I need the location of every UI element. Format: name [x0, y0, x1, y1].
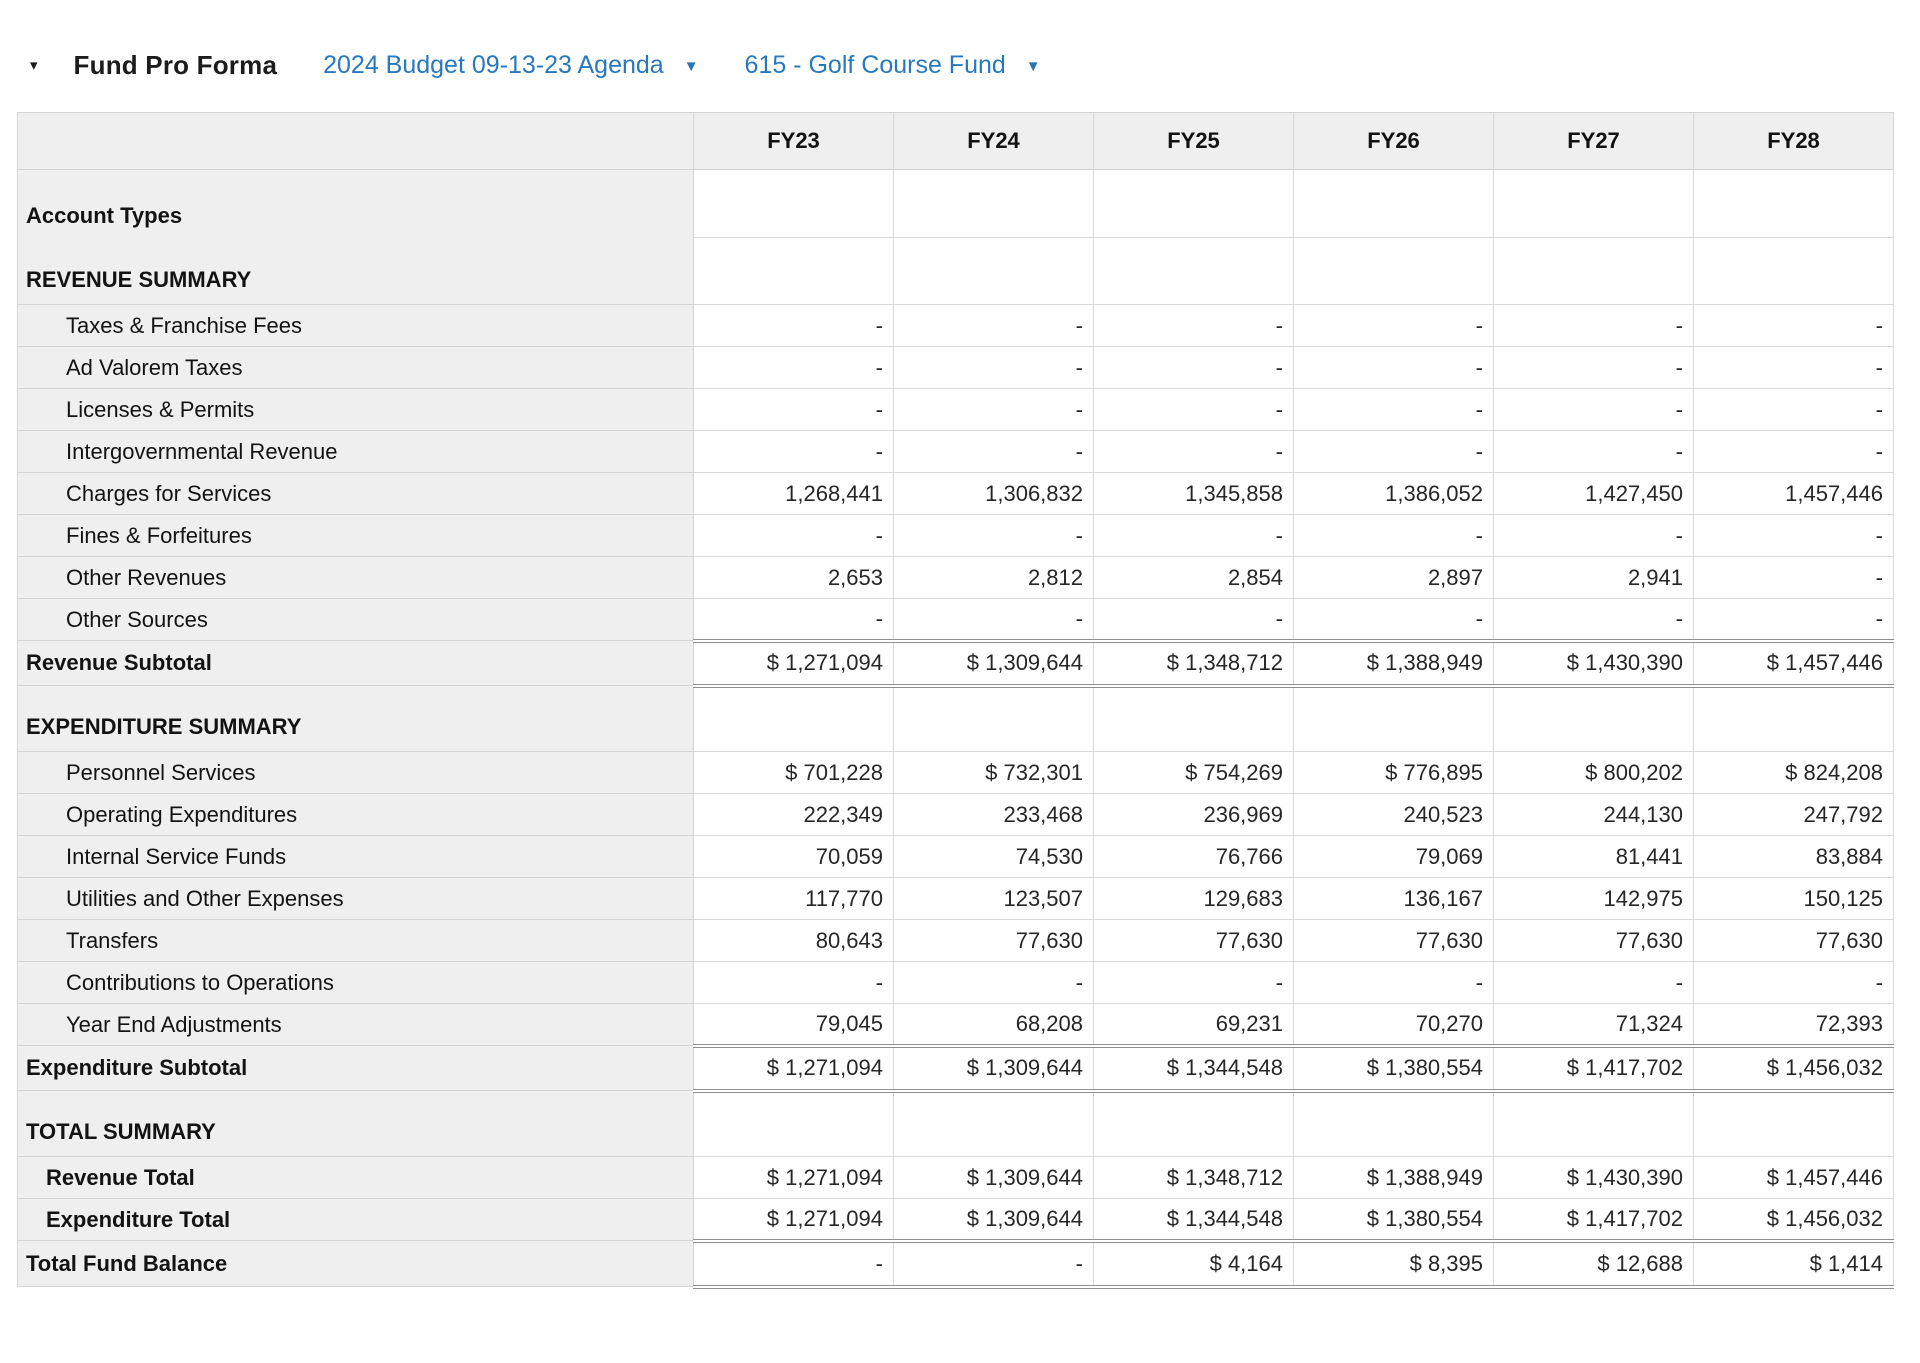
- value-cell-fy27: -: [1494, 389, 1694, 431]
- value-cell-fy26: -: [1294, 515, 1494, 557]
- row-label: Revenue Subtotal: [18, 641, 694, 686]
- table-row: [18, 431, 1894, 473]
- value-cell-fy28: $ 1,414: [1694, 1241, 1894, 1287]
- row-label: Revenue Total: [18, 1157, 694, 1199]
- column-header-fy28: FY28: [1694, 113, 1894, 170]
- value-cell-fy27: 2,941: [1494, 557, 1694, 599]
- table-row: [18, 1004, 1894, 1046]
- row-label: Ad Valorem Taxes: [18, 347, 694, 389]
- value-cell-fy25: -: [1094, 599, 1294, 641]
- value-cell-fy24: $ 1,309,644: [894, 641, 1094, 686]
- value-cell-fy28: $ 824,208: [1694, 752, 1894, 794]
- budget-selector-label[interactable]: 2024 Budget 09-13-23 Agenda: [323, 50, 664, 79]
- value-cell-fy24: 68,208: [894, 1004, 1094, 1046]
- value-cell-fy26: -: [1294, 347, 1494, 389]
- value-cell-fy28: 150,125: [1694, 878, 1894, 920]
- value-cell-fy24: -: [894, 1241, 1094, 1287]
- value-cell-fy23: -: [694, 431, 894, 473]
- row-label: Expenditure Total: [18, 1199, 694, 1241]
- value-cell-fy28: [1694, 170, 1894, 238]
- fund-selector[interactable]: [745, 51, 1041, 80]
- value-cell-fy28: $ 1,456,032: [1694, 1046, 1894, 1091]
- value-cell-fy28: -: [1694, 515, 1894, 557]
- value-cell-fy25: $ 1,348,712: [1094, 1157, 1294, 1199]
- table-row: [18, 686, 1894, 752]
- value-cell-fy24: [894, 1091, 1094, 1157]
- value-cell-fy24: -: [894, 962, 1094, 1004]
- table-row: [18, 1091, 1894, 1157]
- row-label: Personnel Services: [18, 752, 694, 794]
- table-row: [18, 1157, 1894, 1199]
- value-cell-fy24: 1,306,832: [894, 473, 1094, 515]
- value-cell-fy28: [1694, 686, 1894, 752]
- value-cell-fy26: $ 1,380,554: [1294, 1199, 1494, 1241]
- value-cell-fy26: $ 1,388,949: [1294, 641, 1494, 686]
- column-header-fy25: FY25: [1094, 113, 1294, 170]
- pro-forma-table: [17, 112, 1894, 1289]
- value-cell-fy25: $ 1,344,548: [1094, 1046, 1294, 1091]
- value-cell-fy27: 1,427,450: [1494, 473, 1694, 515]
- value-cell-fy24: $ 1,309,644: [894, 1199, 1094, 1241]
- value-cell-fy26: -: [1294, 599, 1494, 641]
- value-cell-fy23: [694, 1091, 894, 1157]
- value-cell-fy24: -: [894, 347, 1094, 389]
- table-row: [18, 1241, 1894, 1287]
- value-cell-fy23: 79,045: [694, 1004, 894, 1046]
- value-cell-fy25: $ 754,269: [1094, 752, 1294, 794]
- value-cell-fy26: $ 8,395: [1294, 1241, 1494, 1287]
- value-cell-fy27: -: [1494, 515, 1694, 557]
- value-cell-fy27: [1494, 686, 1694, 752]
- value-cell-fy23: -: [694, 599, 894, 641]
- table-row: [18, 1046, 1894, 1091]
- value-cell-fy25: -: [1094, 515, 1294, 557]
- value-cell-fy25: -: [1094, 347, 1294, 389]
- table-row: [18, 794, 1894, 836]
- value-cell-fy28: $ 1,456,032: [1694, 1199, 1894, 1241]
- value-cell-fy25: 2,854: [1094, 557, 1294, 599]
- value-cell-fy26: [1294, 686, 1494, 752]
- value-cell-fy26: 240,523: [1294, 794, 1494, 836]
- value-cell-fy26: 77,630: [1294, 920, 1494, 962]
- table-row: [18, 170, 1894, 238]
- value-cell-fy24: 77,630: [894, 920, 1094, 962]
- value-cell-fy26: -: [1294, 962, 1494, 1004]
- row-label: Account Types: [18, 170, 694, 238]
- value-cell-fy24: $ 732,301: [894, 752, 1094, 794]
- value-cell-fy27: $ 1,430,390: [1494, 1157, 1694, 1199]
- value-cell-fy27: -: [1494, 305, 1694, 347]
- value-cell-fy24: -: [894, 599, 1094, 641]
- value-cell-fy28: [1694, 1091, 1894, 1157]
- value-cell-fy27: $ 800,202: [1494, 752, 1694, 794]
- row-label: Intergovernmental Revenue: [18, 431, 694, 473]
- value-cell-fy28: -: [1694, 389, 1894, 431]
- table-row: [18, 599, 1894, 641]
- value-cell-fy26: 70,270: [1294, 1004, 1494, 1046]
- row-label: Year End Adjustments: [18, 1004, 694, 1046]
- value-cell-fy23: $ 1,271,094: [694, 641, 894, 686]
- value-cell-fy24: 233,468: [894, 794, 1094, 836]
- value-cell-fy24: -: [894, 305, 1094, 347]
- page-title: Fund Pro Forma: [73, 49, 278, 80]
- value-cell-fy23: -: [694, 962, 894, 1004]
- value-cell-fy23: 222,349: [694, 794, 894, 836]
- value-cell-fy25: $ 1,348,712: [1094, 641, 1294, 686]
- value-cell-fy26: -: [1294, 305, 1494, 347]
- chevron-down-icon[interactable]: ▼: [1025, 57, 1041, 75]
- value-cell-fy24: -: [894, 515, 1094, 557]
- value-cell-fy27: $ 1,417,702: [1494, 1199, 1694, 1241]
- value-cell-fy25: 129,683: [1094, 878, 1294, 920]
- value-cell-fy25: 236,969: [1094, 794, 1294, 836]
- value-cell-fy25: -: [1094, 305, 1294, 347]
- value-cell-fy26: $ 1,388,949: [1294, 1157, 1494, 1199]
- value-cell-fy25: 1,345,858: [1094, 473, 1294, 515]
- value-cell-fy26: [1294, 238, 1494, 305]
- value-cell-fy26: 79,069: [1294, 836, 1494, 878]
- value-cell-fy28: -: [1694, 305, 1894, 347]
- row-label: Other Sources: [18, 599, 694, 641]
- table-row: [18, 238, 1894, 305]
- table-row: [18, 1199, 1894, 1241]
- value-cell-fy23: $ 1,271,094: [694, 1199, 894, 1241]
- value-cell-fy28: $ 1,457,446: [1694, 1157, 1894, 1199]
- value-cell-fy28: -: [1694, 347, 1894, 389]
- value-cell-fy28: -: [1694, 431, 1894, 473]
- row-label: Expenditure Subtotal: [18, 1046, 694, 1091]
- row-label: Contributions to Operations: [18, 962, 694, 1004]
- row-label: TOTAL SUMMARY: [18, 1091, 694, 1157]
- collapse-section-icon[interactable]: ▾: [30, 56, 38, 74]
- value-cell-fy26: -: [1294, 431, 1494, 473]
- value-cell-fy24: [894, 170, 1094, 238]
- column-header-fy27: FY27: [1494, 113, 1694, 170]
- value-cell-fy25: -: [1094, 431, 1294, 473]
- table-row: [18, 752, 1894, 794]
- value-cell-fy23: 2,653: [694, 557, 894, 599]
- value-cell-fy28: 77,630: [1694, 920, 1894, 962]
- table-row: [18, 389, 1894, 431]
- fiscal-year-header-row: [18, 113, 1894, 170]
- row-label: Charges for Services: [18, 473, 694, 515]
- value-cell-fy27: 77,630: [1494, 920, 1694, 962]
- value-cell-fy26: $ 1,380,554: [1294, 1046, 1494, 1091]
- value-cell-fy27: -: [1494, 962, 1694, 1004]
- table-row: [18, 641, 1894, 686]
- value-cell-fy23: $ 701,228: [694, 752, 894, 794]
- value-cell-fy26: 2,897: [1294, 557, 1494, 599]
- value-cell-fy23: -: [694, 515, 894, 557]
- value-cell-fy23: 1,268,441: [694, 473, 894, 515]
- value-cell-fy26: -: [1294, 389, 1494, 431]
- value-cell-fy27: -: [1494, 431, 1694, 473]
- table-row: [18, 305, 1894, 347]
- table-row: [18, 347, 1894, 389]
- value-cell-fy27: 142,975: [1494, 878, 1694, 920]
- value-cell-fy28: -: [1694, 599, 1894, 641]
- value-cell-fy27: [1494, 1091, 1694, 1157]
- value-cell-fy23: $ 1,271,094: [694, 1157, 894, 1199]
- value-cell-fy26: [1294, 170, 1494, 238]
- value-cell-fy28: 83,884: [1694, 836, 1894, 878]
- value-cell-fy27: 71,324: [1494, 1004, 1694, 1046]
- value-cell-fy25: [1094, 170, 1294, 238]
- value-cell-fy25: 77,630: [1094, 920, 1294, 962]
- value-cell-fy25: 69,231: [1094, 1004, 1294, 1046]
- value-cell-fy25: [1094, 686, 1294, 752]
- chevron-down-icon[interactable]: ▼: [683, 57, 699, 75]
- value-cell-fy23: 117,770: [694, 878, 894, 920]
- value-cell-fy27: $ 12,688: [1494, 1241, 1694, 1287]
- value-cell-fy24: -: [894, 389, 1094, 431]
- value-cell-fy27: [1494, 170, 1694, 238]
- table-row: [18, 878, 1894, 920]
- row-label: Transfers: [18, 920, 694, 962]
- value-cell-fy25: 76,766: [1094, 836, 1294, 878]
- value-cell-fy23: -: [694, 347, 894, 389]
- value-cell-fy24: [894, 686, 1094, 752]
- value-cell-fy24: [894, 238, 1094, 305]
- value-cell-fy28: 247,792: [1694, 794, 1894, 836]
- value-cell-fy27: $ 1,430,390: [1494, 641, 1694, 686]
- value-cell-fy24: 2,812: [894, 557, 1094, 599]
- table-row: [18, 836, 1894, 878]
- value-cell-fy25: [1094, 1091, 1294, 1157]
- value-cell-fy23: $ 1,271,094: [694, 1046, 894, 1091]
- fund-selector-label[interactable]: 615 - Golf Course Fund: [744, 50, 1006, 79]
- column-header-fy24: FY24: [894, 113, 1094, 170]
- row-label: EXPENDITURE SUMMARY: [18, 686, 694, 752]
- row-label: Total Fund Balance: [18, 1241, 694, 1287]
- column-header-fy26: FY26: [1294, 113, 1494, 170]
- value-cell-fy24: 74,530: [894, 836, 1094, 878]
- table-row: [18, 962, 1894, 1004]
- value-cell-fy24: $ 1,309,644: [894, 1157, 1094, 1199]
- row-label: Internal Service Funds: [18, 836, 694, 878]
- row-label: REVENUE SUMMARY: [18, 238, 694, 305]
- row-label: Licenses & Permits: [18, 389, 694, 431]
- table-row: [18, 473, 1894, 515]
- row-label: Other Revenues: [18, 557, 694, 599]
- value-cell-fy25: $ 4,164: [1094, 1241, 1294, 1287]
- table-row: [18, 515, 1894, 557]
- pro-forma-body: [18, 170, 1894, 1287]
- table-header-row: [18, 113, 1894, 170]
- value-cell-fy24: 123,507: [894, 878, 1094, 920]
- value-cell-fy28: $ 1,457,446: [1694, 641, 1894, 686]
- value-cell-fy28: -: [1694, 557, 1894, 599]
- value-cell-fy26: $ 776,895: [1294, 752, 1494, 794]
- value-cell-fy28: [1694, 238, 1894, 305]
- value-cell-fy25: [1094, 238, 1294, 305]
- value-cell-fy23: [694, 238, 894, 305]
- row-label: Taxes & Franchise Fees: [18, 305, 694, 347]
- row-label: Utilities and Other Expenses: [18, 878, 694, 920]
- value-cell-fy27: [1494, 238, 1694, 305]
- table-row: [18, 557, 1894, 599]
- value-cell-fy23: -: [694, 305, 894, 347]
- row-label: Operating Expenditures: [18, 794, 694, 836]
- table-row: [18, 920, 1894, 962]
- value-cell-fy28: 72,393: [1694, 1004, 1894, 1046]
- value-cell-fy27: 81,441: [1494, 836, 1694, 878]
- corner-cell: [18, 113, 694, 170]
- value-cell-fy23: 80,643: [694, 920, 894, 962]
- value-cell-fy24: $ 1,309,644: [894, 1046, 1094, 1091]
- value-cell-fy25: -: [1094, 389, 1294, 431]
- toolbar: [30, 44, 1920, 86]
- value-cell-fy23: -: [694, 1241, 894, 1287]
- value-cell-fy27: -: [1494, 347, 1694, 389]
- value-cell-fy27: 244,130: [1494, 794, 1694, 836]
- value-cell-fy25: $ 1,344,548: [1094, 1199, 1294, 1241]
- value-cell-fy28: -: [1694, 962, 1894, 1004]
- value-cell-fy23: 70,059: [694, 836, 894, 878]
- row-label: Fines & Forfeitures: [18, 515, 694, 557]
- value-cell-fy23: -: [694, 389, 894, 431]
- value-cell-fy25: -: [1094, 962, 1294, 1004]
- budget-selector[interactable]: [323, 51, 698, 80]
- value-cell-fy26: 136,167: [1294, 878, 1494, 920]
- value-cell-fy27: $ 1,417,702: [1494, 1046, 1694, 1091]
- value-cell-fy27: -: [1494, 599, 1694, 641]
- value-cell-fy24: -: [894, 431, 1094, 473]
- value-cell-fy26: [1294, 1091, 1494, 1157]
- value-cell-fy23: [694, 170, 894, 238]
- column-header-fy23: FY23: [694, 113, 894, 170]
- value-cell-fy23: [694, 686, 894, 752]
- value-cell-fy28: 1,457,446: [1694, 473, 1894, 515]
- value-cell-fy26: 1,386,052: [1294, 473, 1494, 515]
